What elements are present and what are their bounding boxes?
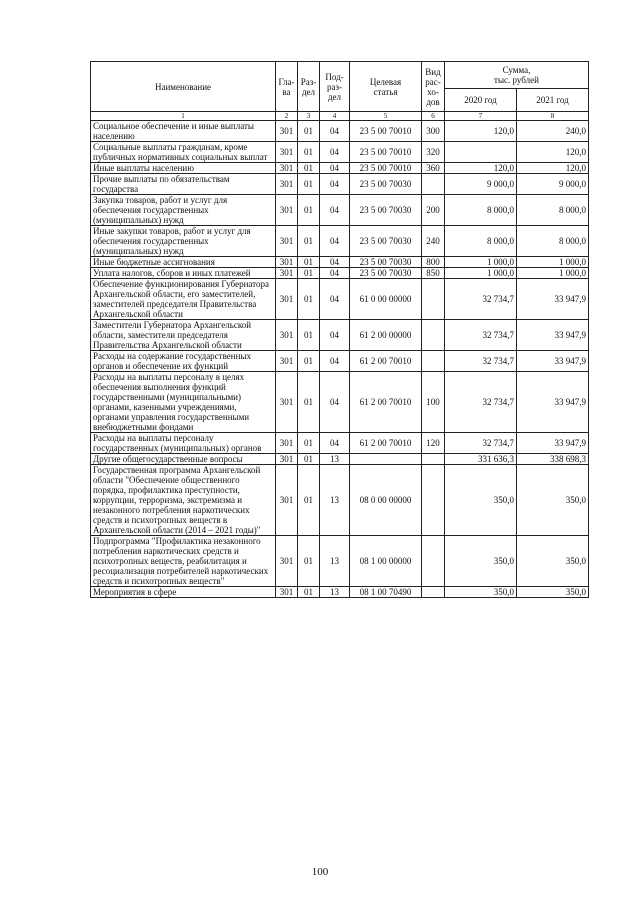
row-podrazdel: 04	[320, 372, 350, 433]
row-sum-2021: 33 947,9	[517, 279, 589, 320]
row-razdel: 01	[298, 226, 320, 257]
row-sum-2021: 33 947,9	[517, 372, 589, 433]
row-name: Иные бюджетные ассигнования	[91, 257, 276, 268]
row-razdel: 01	[298, 454, 320, 465]
header-razdel-text: Раз- дел	[300, 76, 317, 97]
row-sum-2020: 1 000,0	[445, 257, 517, 268]
row-name: Мероприятия в сфере	[91, 587, 276, 598]
row-sum-2020: 32 734,7	[445, 433, 517, 454]
row-target-article: 23 5 00 70010	[350, 121, 422, 142]
column-number: 8	[517, 112, 589, 121]
row-target-article: 61 2 00 70010	[350, 351, 422, 372]
row-glava: 301	[276, 121, 298, 142]
table-row	[91, 121, 589, 142]
row-name: Заместители Губернатора Архангельской области, заместители председателя Правительства Архангельской области	[91, 320, 276, 351]
header-sum	[445, 62, 589, 89]
row-target-article: 23 5 00 70030	[350, 268, 422, 279]
row-podrazdel: 04	[320, 351, 350, 372]
row-sum-2021: 1 000,0	[517, 257, 589, 268]
row-podrazdel: 04	[320, 142, 350, 163]
header-name	[91, 62, 276, 112]
row-target-article: 08 0 00 00000	[350, 465, 422, 536]
row-name: Социальное обеспечение и иные выплаты населению	[91, 121, 276, 142]
row-sum-2020: 8 000,0	[445, 226, 517, 257]
row-target-article: 61 2 00 70010	[350, 433, 422, 454]
row-glava: 301	[276, 195, 298, 226]
row-target-article: 23 5 00 70010	[350, 142, 422, 163]
header-razdel	[298, 62, 320, 112]
row-sum-2020: 120,0	[445, 121, 517, 142]
row-name: Расходы на выплаты персоналу государственных (муниципальных) органов	[91, 433, 276, 454]
column-number: 1	[91, 112, 276, 121]
header-year-2020	[445, 89, 517, 112]
row-glava: 301	[276, 454, 298, 465]
row-expense-type: 120	[422, 433, 445, 454]
row-glava: 301	[276, 268, 298, 279]
row-target-article: 23 5 00 70030	[350, 257, 422, 268]
row-podrazdel: 13	[320, 587, 350, 598]
row-target-article: 61 0 00 00000	[350, 279, 422, 320]
row-name: Уплата налогов, сборов и иных платежей	[91, 268, 276, 279]
row-name: Иные выплаты населению	[91, 163, 276, 174]
table-row	[91, 320, 589, 351]
row-razdel: 01	[298, 174, 320, 195]
row-podrazdel: 04	[320, 257, 350, 268]
table-row	[91, 142, 589, 163]
header-year-2020-text: 2020 год	[464, 95, 497, 105]
row-razdel: 01	[298, 465, 320, 536]
row-sum-2020: 32 734,7	[445, 351, 517, 372]
row-glava: 301	[276, 433, 298, 454]
row-glava: 301	[276, 226, 298, 257]
row-razdel: 01	[298, 195, 320, 226]
row-name: Закупка товаров, работ и услуг для обеспечения государственных (муниципальных) нужд	[91, 195, 276, 226]
row-sum-2020: 32 734,7	[445, 279, 517, 320]
row-name: Подпрограмма "Профилактика незаконного потребления наркотических средств и психотропных веществ, реабилитация и ресоциализация потребителей наркотических средств и психотропных веществ"	[91, 536, 276, 587]
column-number: 5	[350, 112, 422, 121]
row-expense-type: 200	[422, 195, 445, 226]
row-expense-type	[422, 279, 445, 320]
header-year-2021-text: 2021 год	[536, 95, 569, 105]
row-name: Социальные выплаты гражданам, кроме публичных нормативных социальных выплат	[91, 142, 276, 163]
row-sum-2021: 8 000,0	[517, 195, 589, 226]
row-expense-type	[422, 454, 445, 465]
row-target-article: 23 5 00 70030	[350, 195, 422, 226]
row-glava: 301	[276, 465, 298, 536]
row-name: Иные закупки товаров, работ и услуг для обеспечения государственных (муниципальных) нужд	[91, 226, 276, 257]
column-number: 2	[276, 112, 298, 121]
column-number: 6	[422, 112, 445, 121]
row-glava: 301	[276, 279, 298, 320]
header-sum-text: Сумма, тыс. рублей	[494, 65, 539, 85]
table-row	[91, 174, 589, 195]
header-vid	[422, 62, 445, 112]
row-sum-2021: 9 000,0	[517, 174, 589, 195]
row-sum-2020: 350,0	[445, 465, 517, 536]
table-row	[91, 587, 589, 598]
row-razdel: 01	[298, 351, 320, 372]
row-podrazdel: 13	[320, 465, 350, 536]
row-name: Государственная программа Архангельской области "Обеспечение общественного порядка, профилактика преступности, коррупции, терроризма, экстремизма и незаконного потребления наркотических средств и психотропных веществ в Архангельской области (2014 – 2021 годы)"	[91, 465, 276, 536]
row-name: Другие общегосударственные вопросы	[91, 454, 276, 465]
row-expense-type: 320	[422, 142, 445, 163]
row-sum-2021: 1 000,0	[517, 268, 589, 279]
row-sum-2021: 8 000,0	[517, 226, 589, 257]
row-sum-2020: 350,0	[445, 536, 517, 587]
row-glava: 301	[276, 587, 298, 598]
row-razdel: 01	[298, 142, 320, 163]
header-glava	[276, 62, 298, 112]
table-body	[91, 121, 589, 598]
row-glava: 301	[276, 142, 298, 163]
row-sum-2021: 33 947,9	[517, 433, 589, 454]
row-podrazdel: 04	[320, 433, 350, 454]
column-number-row	[91, 112, 589, 121]
row-razdel: 01	[298, 121, 320, 142]
row-expense-type	[422, 320, 445, 351]
page-number: 100	[311, 866, 329, 878]
row-sum-2021: 350,0	[517, 536, 589, 587]
row-target-article: 61 2 00 70010	[350, 372, 422, 433]
row-sum-2020: 32 734,7	[445, 372, 517, 433]
row-sum-2021: 120,0	[517, 142, 589, 163]
row-target-article: 61 2 00 00000	[350, 320, 422, 351]
row-razdel: 01	[298, 279, 320, 320]
table-row	[91, 226, 589, 257]
row-expense-type: 240	[422, 226, 445, 257]
row-name: Обеспечение функционирования Губернатора Архангельской области, его заместителей, заместителей председателя Правительства Архангельской области	[91, 279, 276, 320]
table-row	[91, 268, 589, 279]
header-name-text: Наименование	[154, 81, 212, 92]
row-target-article: 23 5 00 70030	[350, 174, 422, 195]
row-glava: 301	[276, 174, 298, 195]
row-sum-2020: 350,0	[445, 587, 517, 598]
row-podrazdel: 13	[320, 454, 350, 465]
row-sum-2021: 33 947,9	[517, 351, 589, 372]
row-podrazdel: 04	[320, 268, 350, 279]
header-podrazdel	[320, 62, 350, 112]
row-target-article: 23 5 00 70010	[350, 163, 422, 174]
row-podrazdel: 04	[320, 163, 350, 174]
row-razdel: 01	[298, 268, 320, 279]
row-sum-2021: 338 698,3	[517, 454, 589, 465]
row-podrazdel: 04	[320, 226, 350, 257]
table-row	[91, 465, 589, 536]
row-podrazdel: 04	[320, 279, 350, 320]
header-vid-text: Вид рас- хо- дов	[425, 66, 441, 107]
table-header	[91, 62, 589, 121]
header-target-text: Целевая статья	[369, 76, 402, 97]
row-name: Прочие выплаты по обязательствам государства	[91, 174, 276, 195]
table-row	[91, 195, 589, 226]
row-target-article: 08 1 00 70490	[350, 587, 422, 598]
row-sum-2020: 9 000,0	[445, 174, 517, 195]
row-sum-2020: 8 000,0	[445, 195, 517, 226]
row-sum-2020: 120,0	[445, 163, 517, 174]
table-row	[91, 536, 589, 587]
row-expense-type	[422, 536, 445, 587]
row-glava: 301	[276, 257, 298, 268]
row-razdel: 01	[298, 433, 320, 454]
table-row	[91, 257, 589, 268]
row-expense-type: 850	[422, 268, 445, 279]
header-target	[350, 62, 422, 112]
row-glava: 301	[276, 351, 298, 372]
header-year-2021	[517, 89, 589, 112]
row-sum-2021: 120,0	[517, 163, 589, 174]
row-expense-type	[422, 587, 445, 598]
table-row	[91, 433, 589, 454]
row-razdel: 01	[298, 372, 320, 433]
row-target-article: 08 1 00 00000	[350, 536, 422, 587]
row-sum-2021: 350,0	[517, 587, 589, 598]
row-podrazdel: 13	[320, 536, 350, 587]
column-number: 7	[445, 112, 517, 121]
row-expense-type: 360	[422, 163, 445, 174]
row-name: Расходы на содержание государственных органов и обеспечение их функций	[91, 351, 276, 372]
row-sum-2021: 350,0	[517, 465, 589, 536]
row-podrazdel: 04	[320, 174, 350, 195]
row-expense-type: 800	[422, 257, 445, 268]
row-razdel: 01	[298, 587, 320, 598]
row-sum-2020: 32 734,7	[445, 320, 517, 351]
row-podrazdel: 04	[320, 121, 350, 142]
row-expense-type	[422, 351, 445, 372]
header-glava-text: Гла- ва	[278, 76, 295, 97]
row-podrazdel: 04	[320, 195, 350, 226]
row-expense-type: 300	[422, 121, 445, 142]
table-row	[91, 163, 589, 174]
row-name: Расходы на выплаты персоналу в целях обеспечения выполнения функций государственными (муниципальными) органами, казенными учреждениями, органами управления государственными внебюджетными фондами	[91, 372, 276, 433]
table-row	[91, 454, 589, 465]
row-target-article: 23 5 00 70030	[350, 226, 422, 257]
row-podrazdel: 04	[320, 320, 350, 351]
row-expense-type	[422, 174, 445, 195]
row-sum-2020	[445, 142, 517, 163]
row-glava: 301	[276, 163, 298, 174]
table-row	[91, 279, 589, 320]
row-razdel: 01	[298, 163, 320, 174]
row-razdel: 01	[298, 536, 320, 587]
budget-table	[90, 61, 589, 598]
row-expense-type	[422, 465, 445, 536]
row-razdel: 01	[298, 257, 320, 268]
row-expense-type: 100	[422, 372, 445, 433]
row-sum-2020: 331 636,3	[445, 454, 517, 465]
row-glava: 301	[276, 536, 298, 587]
row-sum-2020: 1 000,0	[445, 268, 517, 279]
row-sum-2021: 240,0	[517, 121, 589, 142]
row-sum-2021: 33 947,9	[517, 320, 589, 351]
header-podrazdel-text: Под- раз- дел	[325, 71, 344, 102]
column-number: 4	[320, 112, 350, 121]
table-row	[91, 351, 589, 372]
table-row	[91, 372, 589, 433]
row-glava: 301	[276, 372, 298, 433]
column-number: 3	[298, 112, 320, 121]
row-target-article	[350, 454, 422, 465]
row-glava: 301	[276, 320, 298, 351]
row-razdel: 01	[298, 320, 320, 351]
